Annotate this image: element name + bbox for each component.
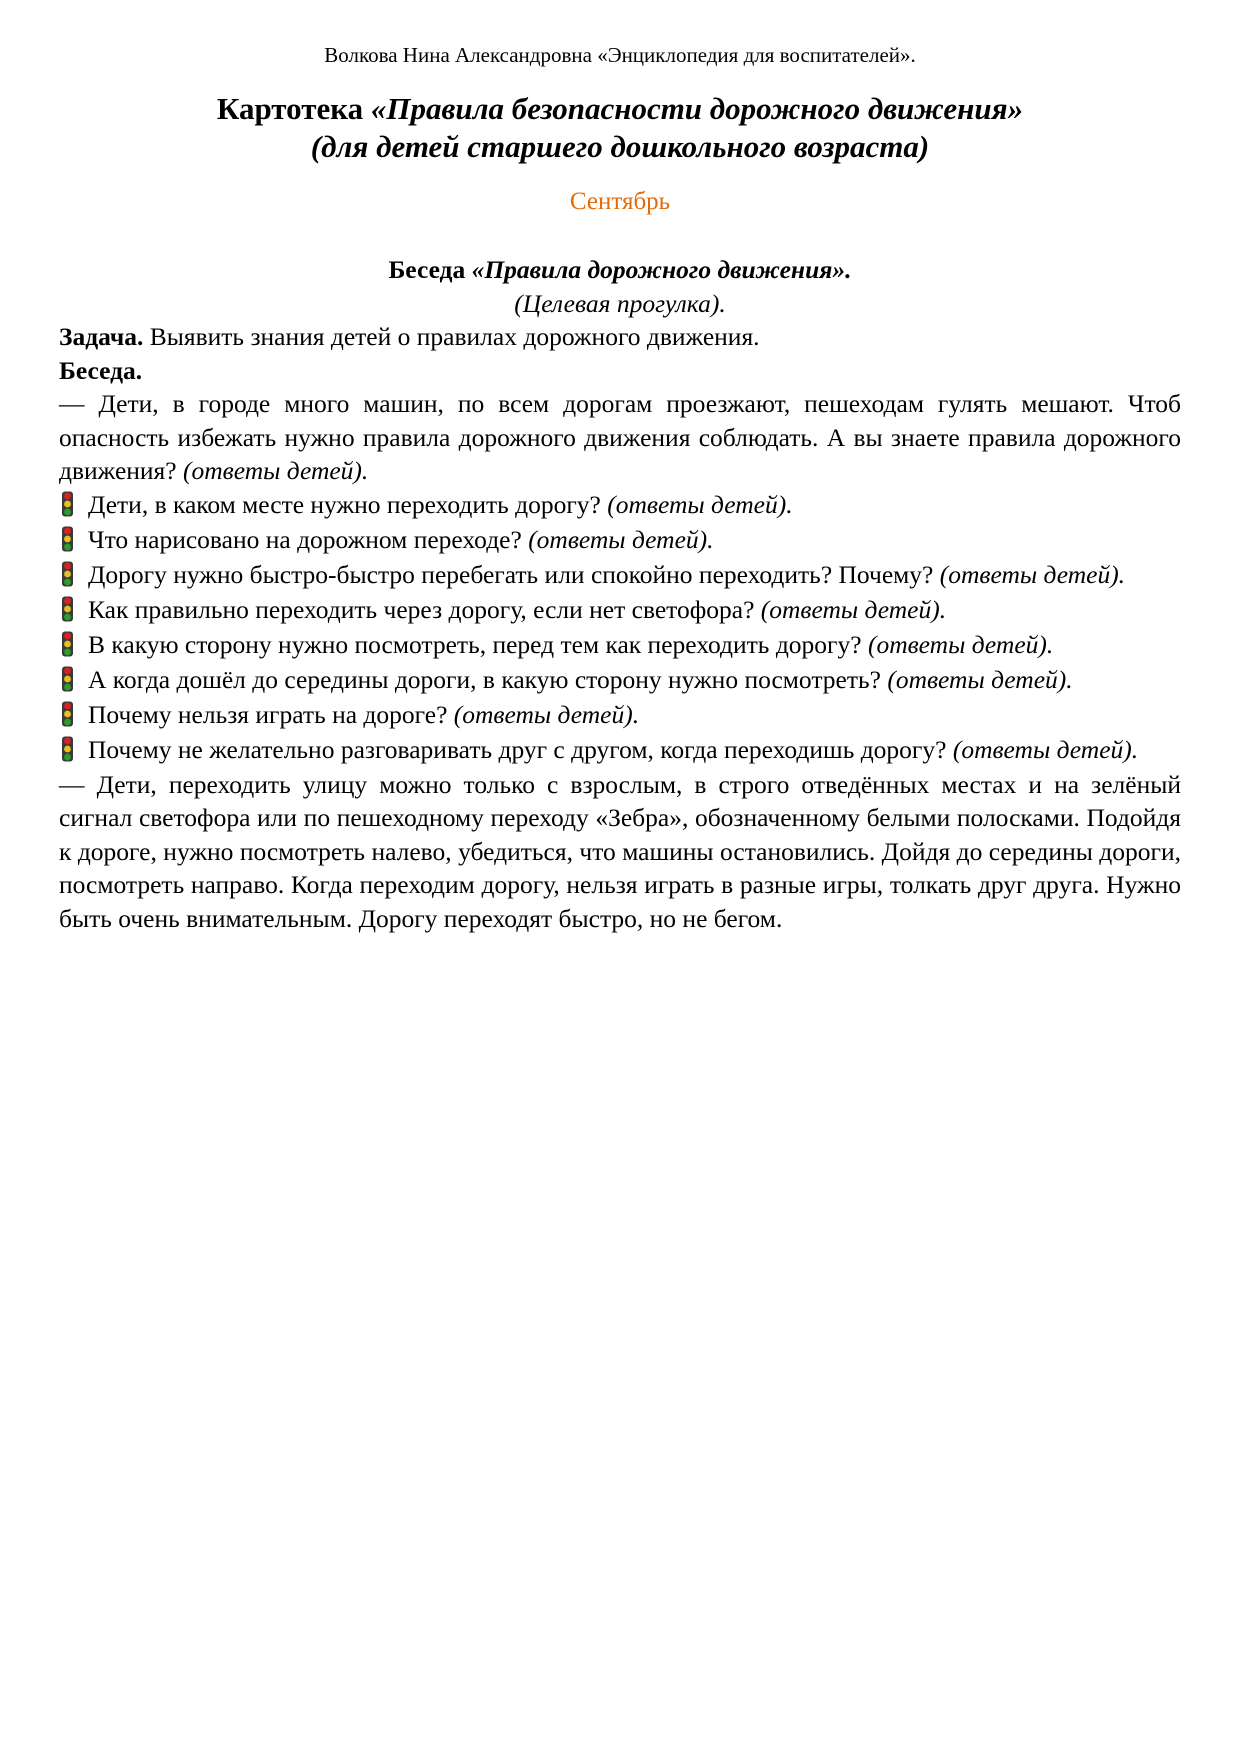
question-text: Дорогу нужно быстро-быстро перебегать или спокойно переходить? Почему? xyxy=(88,559,940,589)
page-title xyxy=(0,90,1240,166)
traffic-light-icon xyxy=(61,666,74,692)
section-subheading: (Целевая прогулка). xyxy=(514,288,726,318)
traffic-light-icon xyxy=(61,561,74,587)
task-label: Задача. xyxy=(59,322,144,351)
traffic-light-icon xyxy=(61,491,74,517)
question-answer: (ответы детей). xyxy=(939,559,1126,589)
month-label: Сентябрь xyxy=(569,188,671,215)
title-subtitle: (для детей старшего дошкольного возраста) xyxy=(310,129,930,164)
document-body xyxy=(59,253,1181,935)
question-item xyxy=(59,593,1181,627)
question-text: Что нарисовано на дорожном переходе? xyxy=(88,524,529,554)
question-item xyxy=(59,558,1181,592)
task-text: Выявить знания детей о правилах дорожного движения. xyxy=(143,322,760,351)
traffic-light-icon xyxy=(61,631,74,657)
question-item xyxy=(59,698,1181,732)
title-prefix: Картотека xyxy=(216,91,371,126)
question-text: В какую сторону нужно посмотреть, перед тем как переходить дорогу? xyxy=(88,629,868,659)
question-answer: (ответы детей). xyxy=(528,524,714,554)
title-main: «Правила безопасности дорожного движения» xyxy=(370,91,1024,126)
task-paragraph xyxy=(59,320,1181,354)
question-item xyxy=(59,733,1181,767)
question-text: Как правильно переходить через дорогу, если нет светофора? xyxy=(88,594,761,624)
conclusion-paragraph: — Дети, переходить улицу можно только с взрослым, в строго отведённых местах и на зелёный сигнал светофора или по пешеходному переходу «Зебра», обозначенному белыми полосками. Подойдя к дороге, нужно посмотреть налево, убедиться, что машины остановились. Дойдя до середины дороги, посмотреть направо. Когда переходим дорогу, нельзя играть в разные игры, толкать друг друга. Нужно быть очень внимательным. Дорогу переходят быстро, но не бегом. xyxy=(59,769,1181,933)
question-list xyxy=(59,488,1181,767)
title-line-1 xyxy=(0,90,1240,128)
section-heading: Беседа «Правила дорожного движения». xyxy=(388,255,852,284)
question-item xyxy=(59,663,1181,697)
question-answer: (ответы детей). xyxy=(453,699,640,729)
traffic-light-icon xyxy=(61,526,74,552)
question-item xyxy=(59,523,1181,557)
question-item xyxy=(59,488,1181,522)
question-text: А когда дошёл до середины дороги, в какую сторону нужно посмотреть? xyxy=(88,664,888,694)
traffic-light-icon xyxy=(61,596,74,622)
question-text: Почему нельзя играть на дороге? xyxy=(88,699,454,729)
author-header: Волкова Нина Александровна «Энциклопедия для воспитателей». xyxy=(324,43,916,67)
question-answer: (ответы детей). xyxy=(867,629,1054,659)
question-answer: (ответы детей). xyxy=(952,734,1139,764)
traffic-light-icon xyxy=(61,701,74,727)
question-text: Дети, в каком месте нужно переходить дорогу? xyxy=(88,489,608,519)
question-answer: (ответы детей). xyxy=(760,594,947,624)
question-text: Почему не желательно разговаривать друг с другом, когда переходишь дорогу? xyxy=(88,734,953,764)
talk-label: Беседа. xyxy=(59,355,143,385)
question-answer: (ответы детей). xyxy=(887,664,1073,694)
question-item xyxy=(59,628,1181,662)
intro-paragraph: — Дети, в городе много машин, по всем дорогам проезжают, пешеходам гулять мешают. Чтоб опасность избежать нужно правила дорожного движения соблюдать. А вы знаете правила дорожного движения? (ответы детей). xyxy=(59,389,1181,485)
traffic-light-icon xyxy=(61,736,74,762)
question-answer: (ответы детей). xyxy=(607,489,793,519)
